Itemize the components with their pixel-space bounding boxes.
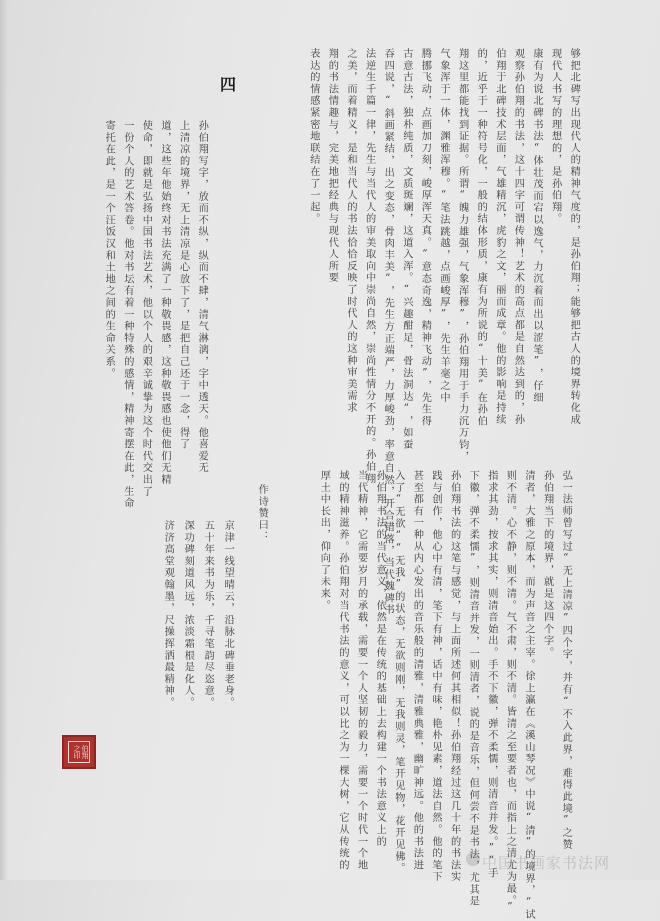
text-column: 践与创作，他心中有清，笔下有神，话中有味，艳朴见素，道法自然。他的笔下 [430, 470, 441, 883]
text-column: 指求其劲，按求其实，则清音始出。手不下徽，弹不柔懦，则清音并发。”“手 [485, 470, 497, 880]
text-column: 一份个人的艺术答卷。他对书坛有着一种特殊的感情，精神寄摆在此，生命 [121, 120, 133, 510]
text-column: 孙伯翔书法的当代意义，依然是在传统的基础上去构建一个书法意义上的 [374, 470, 386, 848]
text-column: 厚土中长出，仰向了未来。 [318, 470, 330, 612]
text-column: 寄托在此，是一个汪饭汉和土地之间的生命关系。 [103, 120, 115, 380]
text-column: 甚至都有一种从内心发出的音乐般的清雅，清雅典雅，幽旷神远。他的书法进 [411, 470, 423, 872]
text-column: 弘一法师曾写过“无上清凉”四个字，并有“不入此界，难得此境”之赞 [560, 470, 572, 851]
text-column: 当代精神，它需要岁月的承载，需要一个人坚韧的毅力，需要一个时代一个地 [355, 470, 367, 872]
text-column: 孙伯翔书法的这笔与感觉，与上面所述何其相似！孙伯翔经过这几十年的书法实 [448, 470, 460, 883]
text-column: 使命，即就是弘扬中国书法艺术，他以个人的艰辛诚挚为这个时代交出了 [140, 120, 152, 498]
poem-intro: 作诗赞曰： [256, 484, 268, 543]
text-column: 康有为说北碑书法“体壮茂而宕以逸气，力沉着而出以涩笔”，仔细 [531, 48, 542, 404]
text-column: 气象浑于一体，渊雅浑穆。“笔法跳越，点画峻厚”，先生羊毫之中 [438, 48, 449, 404]
text-column: 入了“无欲”“无我”的状态，无欲则刚，无我则灵，笔开见物，花开见佛。 [392, 470, 404, 875]
text-column: 则不清。心不静，则不清。气不肃，则不清。皆清之至要者也，而指上之清尤为最。” [504, 470, 516, 915]
poem-line: 深功碑刻道风远，浓淡霜根是化人。 [182, 520, 194, 709]
watermark-text: 中国书画家书法网 [482, 854, 611, 872]
poem-line: 京津一线望晴云，沿脉北碑垂老身。 [222, 520, 234, 709]
text-column: 下徽，弹不柔懦”，则清音并发，一则清者，说的是音乐，但何尝不是书法，尤其是 [467, 470, 479, 908]
text-column: 道，这些年他始终对书法充满了一种敬畏感，这种敬畏感也使他们无精 [159, 120, 170, 486]
paper-edge-shadow [0, 0, 8, 880]
text-column: 吞四说，“斜画紧结，出之变态，骨肉丰美”，先生方正端严，力厚峻劲，率意自然，开合错落，当代魏碑书 [382, 48, 394, 616]
text-column: 够把北碑写出现代人的精神气度的，是孙伯翔；能够把古人的境界转化成 [568, 48, 580, 426]
text-column: 域的精神滋养。孙伯翔对当代书法的意义，可以比之为一棵大树，它从传统的 [337, 470, 348, 872]
text-column: 古意古法，独朴纯质，文质斑斓，这道入浑。“兴趣酣足，骨法洞达”，如蚕 [400, 48, 412, 451]
red-seal-stamp [62, 735, 96, 769]
text-column: 孙伯翔写字，放而不纵，纵而不肆，清气淋漓，字中透天。他喜爱无 [196, 120, 208, 474]
text-column: 腾挪飞动，点画加刀刻，峻厚浑天真。“意态奇逸，精神飞动”，先生得 [419, 48, 431, 428]
text-column: 翔的书法情趣与，完美地把经典与现代人所要 [326, 48, 338, 284]
text-column: 现代人书写的理想的，是孙伯翔。 [549, 48, 561, 225]
text-column: 表达的情感紧密地联结在了一起。 [307, 48, 319, 225]
text-column: 伯翔于北碑技术层面，气雄精沉，虎豹之文，丽而成章。他的影响是持续 [493, 48, 505, 426]
text-column: 的，近乎于一种符号化，一般的结体形质，康有为所说的“十美”在孙伯 [475, 48, 487, 428]
text-column: 之美，而着精义，是和当代人的书法恰恰反映了时代人的这种审美需求 [345, 48, 356, 414]
poem-line: 五十年来书为乐，千寻笔韵尽恣意。 [202, 520, 214, 709]
seal-text: 伯翔 之印 [68, 741, 90, 763]
text-column: 孙伯翔当下的境界，就是这四个字。 [541, 470, 553, 659]
text-column: 法逆生千篇一律，先生与当代人的审美取向中崇尚自然，崇尚性情分不开的。孙伯翔 [363, 48, 375, 485]
poem-line: 济济高堂观翰墨，尺操挥洒最精神。 [162, 520, 174, 709]
watermark-logo-icon [466, 852, 480, 866]
text-column: 观察孙伯翔的书法，这十四字可谓传神！艺术的高点都是自然达到的，孙 [512, 48, 524, 426]
text-column: 翔这里都能找到证据。所谓“魄力雄强，气象浑穆”，孙伯翔用于手力沉万钧， [456, 48, 468, 463]
section-number: 四 [220, 75, 237, 94]
text-column: 上清凉的境界，无上清凉是心放下了，是把自己还于一念，得了 [177, 120, 189, 451]
text-column: 清者，大雅之原本，而为声音之主宰。徐上瀛在《溪山琴况》中说“清”的境界，“试 [523, 470, 534, 921]
